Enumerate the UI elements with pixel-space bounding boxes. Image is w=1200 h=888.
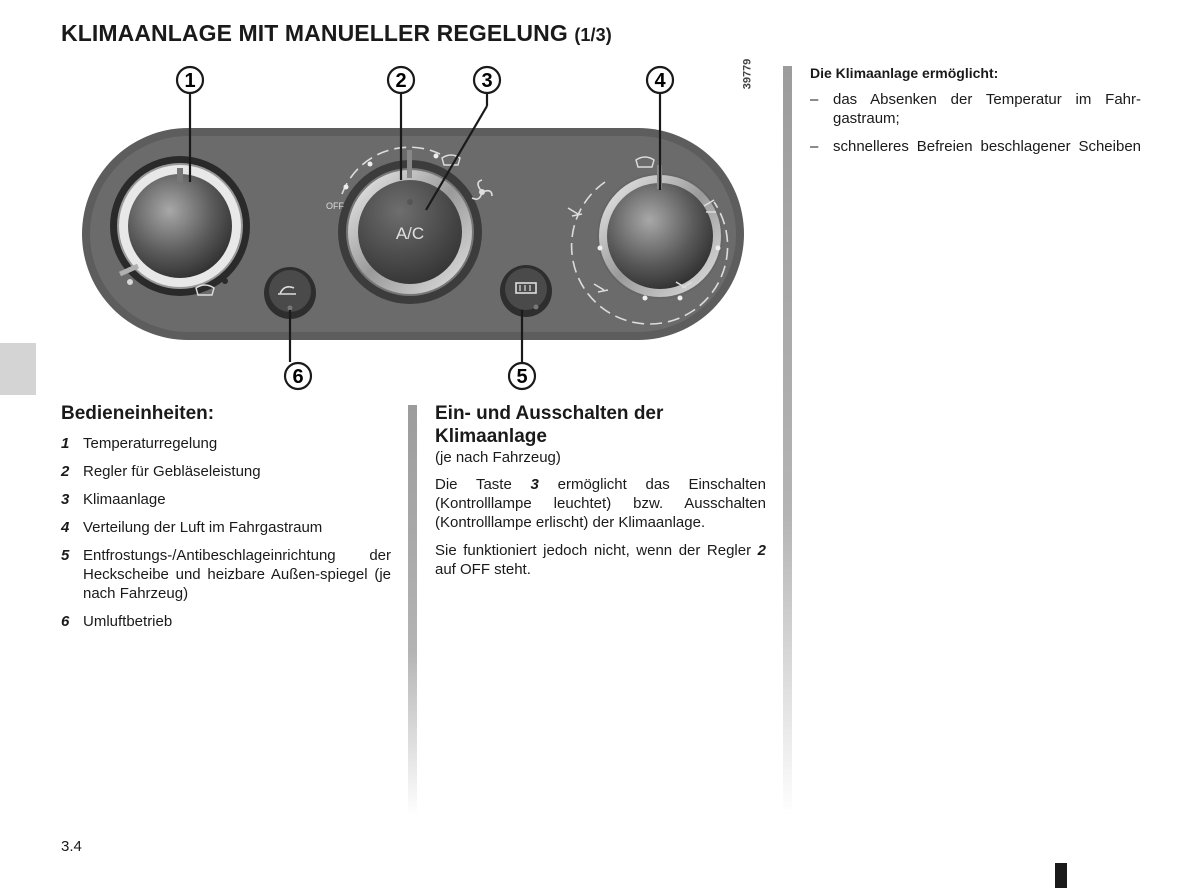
callout-3 [474,67,500,93]
callout-6 [285,363,311,389]
ac-button-label: A/C [395,224,425,243]
callout-2 [388,67,414,93]
right-column-bar [783,66,792,816]
page-number: 3.4 [61,838,82,855]
paragraph-ac-button: Die Taste 3 ermöglicht das Einschalten (Kontrolllampe leuchtet) bzw. Ausschalten (Kontrolllampe erlischt) der Klimaanlage. [435,476,766,531]
climate-panel-illustration [80,62,760,392]
list-item: 5 Entfrostungs-/Antibeschlageinrichtung der Heckscheibe und heizbare Außen-spiegel (je nach Fahrzeug) [61,547,391,602]
list-item: 1 Temperaturregelung [61,435,218,452]
list-item: 2 Regler für Gebläseleistung [61,463,261,480]
svg-text:1: 1 [184,70,196,92]
on-off-section [435,402,766,588]
temperature-knob [110,156,250,296]
list-item: – schnelleres Befreien beschlagener Scheiben [810,138,1141,155]
callout-4 [647,67,673,93]
rear-defrost-button [500,265,552,317]
paragraph-off-condition: Sie funktioniert jedoch nicht, wenn der Regler 2 auf OFF steht. [435,542,766,578]
callout-5 [509,363,535,389]
title-main: KLIMAANLAGE MIT MANUELLER REGELUNG [61,20,568,46]
middle-column-bar [408,405,417,815]
list-item: – das Absenken der Temperatur im Fahr-gastraum; [810,91,1141,127]
svg-text:5: 5 [516,366,528,388]
climate-control-figure [80,62,760,392]
chapter-tab [0,343,36,395]
benefits-lead: Die Klimaanlage ermöglicht: [810,65,999,81]
benefits-section [810,64,1141,165]
vehicle-note: (je nach Fahrzeug) [435,449,561,466]
figure-number: 39779 [741,58,754,90]
svg-text:3: 3 [481,70,493,92]
controls-section [61,402,391,640]
svg-text:6: 6 [292,366,304,388]
page-marker [1055,863,1067,888]
svg-text:2: 2 [395,70,407,92]
callout-1 [177,67,203,93]
on-off-heading: Ein- und Ausschalten der Klimaanlage [435,403,664,447]
list-item: 6 Umluftbetrieb [61,613,173,630]
controls-heading: Bedieneinheiten: [61,403,215,424]
off-label: OFF [326,201,344,211]
page-title [61,20,612,47]
svg-text:4: 4 [654,70,666,92]
title-suffix: (1/3) [574,25,612,45]
controls-list [61,434,391,631]
list-item: 3 Klimaanlage [61,491,166,508]
list-item: 4 Verteilung der Luft im Fahrgastraum [61,519,323,536]
